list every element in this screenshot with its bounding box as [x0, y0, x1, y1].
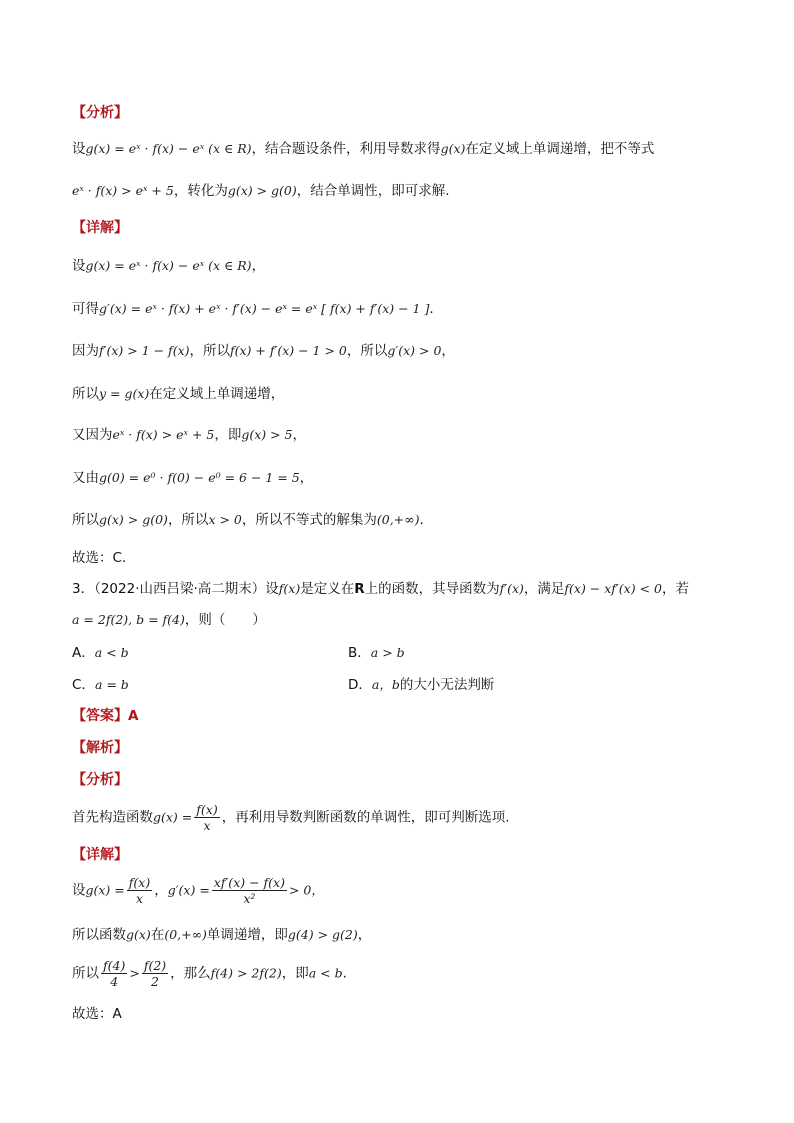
math-expression: g(x) > g(0) [99, 512, 168, 527]
text: 又由 [72, 470, 99, 486]
text: ， [292, 427, 307, 443]
math-expression: f(x) + f′(x) − 1 > 0 [230, 343, 347, 358]
text: 所以 [72, 386, 99, 402]
option-label: D． [348, 677, 372, 693]
math-expression: g(0) = e⁰ · f(0) − e⁰ = 6 − 1 = 5 [99, 470, 300, 485]
fraction [212, 875, 287, 906]
math-expression: g(x) = [85, 882, 125, 898]
text: ，若 [661, 581, 689, 597]
math-expression: f(x) [278, 581, 301, 596]
text: ，所以 [167, 512, 209, 528]
text: 所以 [72, 512, 99, 528]
math-expression: > 0， [288, 882, 324, 898]
text: 在定义域上单调递增，把不等式 [465, 141, 655, 157]
fraction [127, 875, 152, 906]
numerator: f(2) [143, 958, 167, 973]
analysis-heading: 【分析】 [72, 105, 128, 121]
detail-heading: 【详解】 [72, 220, 128, 236]
denominator: 4 [110, 974, 119, 989]
detail-line-6 [72, 468, 313, 488]
text: R [354, 581, 365, 597]
detail-line-4 [72, 384, 284, 404]
math-expression: g(x) > 5 [241, 427, 293, 442]
text: 因为 [72, 343, 99, 359]
text: 的大小无法判断 [399, 677, 495, 693]
text: 设 [72, 141, 86, 157]
option-label: B． [348, 645, 371, 661]
text: . [429, 301, 434, 317]
question-3-stem-2 [72, 610, 266, 630]
text: ，即 [214, 427, 242, 443]
math-expression: a < b [308, 965, 343, 981]
math-expression: g′(x) > 0 [387, 343, 442, 358]
answer-heading: 【答案】 [72, 708, 128, 724]
math-expression: a > b [370, 645, 405, 660]
option-c[interactable] [72, 675, 129, 695]
option-label: C． [72, 677, 95, 693]
text: 又因为 [72, 427, 113, 443]
math-expression: g(x) [440, 141, 466, 156]
math-expression: y = g(x) [99, 386, 150, 401]
answer-value: A [128, 708, 139, 724]
detail-line-2 [72, 299, 434, 319]
text: . [419, 512, 424, 528]
detail-line-1 [72, 256, 265, 276]
math-expression: a，b [371, 677, 400, 692]
text: . [342, 965, 347, 982]
denominator: x [203, 818, 211, 833]
text: ，所以 [346, 343, 388, 359]
text: 设 [72, 258, 86, 274]
detail-q3-line-3 [72, 958, 347, 989]
numerator: f(x) [128, 875, 151, 890]
text: ， [357, 927, 372, 943]
math-expression: (0,+∞) [376, 512, 420, 527]
denominator: 2 [151, 974, 159, 989]
math-expression: f(x) − xf′(x) < 0 [564, 581, 662, 596]
math-expression: f′(x) [499, 581, 524, 596]
text: 单调递增，即 [206, 927, 288, 943]
text: ，所以不等式的解集为 [241, 512, 377, 528]
jiexi-heading: 【解析】 [72, 740, 128, 756]
text: ，满足 [523, 581, 565, 597]
text: ，所以 [189, 343, 230, 359]
text: ，则（ ） [184, 612, 266, 628]
text: 在定义域上单调递增， [149, 386, 285, 402]
final-answer: 故选：A [72, 1006, 122, 1022]
text: ，即 [281, 965, 309, 982]
math-expression: a = b [94, 677, 129, 692]
detail-heading-2: 【详解】 [72, 847, 128, 863]
analysis-heading-2: 【分析】 [72, 772, 128, 788]
text: ，转化为 [173, 183, 228, 199]
text: 所以 [72, 965, 99, 982]
text: ， [154, 882, 168, 899]
detail-q3-line-1 [72, 875, 324, 906]
answer-row [72, 706, 138, 726]
math-expression: g(x) = eˣ · f(x) − eˣ (x ∈ R) [85, 258, 252, 273]
math-expression: g′(x) = [167, 882, 210, 898]
math-expression: g(x) > g(0) [227, 183, 297, 198]
denominator: x² [243, 891, 256, 906]
detail-line-7 [72, 510, 424, 530]
question-3-stem [72, 579, 689, 599]
fraction [194, 802, 219, 833]
math-expression: > [129, 965, 140, 981]
math-expression: (0,+∞) [164, 927, 207, 942]
detail-q3-line-2 [72, 925, 371, 945]
text: 首先构造函数 [72, 809, 153, 826]
math-expression: g′(x) = eˣ · f(x) + eˣ · f′(x) − eˣ = eˣ [ f(x) + f′(x) − 1 ] [99, 301, 430, 316]
math-expression: f′(x) > 1 − f(x) [99, 343, 190, 358]
fraction [142, 958, 168, 989]
math-expression: eˣ · f(x) > eˣ + 5 [112, 427, 215, 442]
text: ， [251, 258, 266, 274]
denominator: x [135, 891, 144, 906]
analysis-line-2 [72, 181, 450, 201]
detail-line-3 [72, 341, 455, 361]
math-expression: eˣ · f(x) > eˣ + 5 [72, 183, 174, 198]
math-expression: g(4) > g(2) [287, 927, 358, 942]
numerator: f(x) [196, 802, 218, 817]
math-expression: a = 2f(2), b = f(4) [72, 612, 185, 627]
answer-line: 故选：C. [72, 550, 127, 566]
math-expression: f(4) > 2f(2) [210, 965, 282, 981]
option-a[interactable] [72, 643, 129, 663]
numerator: xf′(x) − f(x) [213, 875, 285, 890]
math-expression: g(x) = [153, 809, 193, 825]
text: 在 [150, 927, 165, 943]
text: 设 [72, 882, 86, 899]
text: 3．（2022·山西吕梁·高二期末）设 [72, 581, 279, 597]
text: ，结合单调性，即可求解. [296, 183, 450, 199]
text: 上的函数，其导函数为 [364, 581, 500, 597]
text: ， [441, 343, 455, 359]
analysis-line-q3 [72, 802, 510, 833]
math-expression: x > 0 [208, 512, 242, 527]
math-expression: g(x) [126, 927, 151, 942]
text: ，那么 [170, 965, 211, 982]
text: ，结合题设条件，利用导数求得 [251, 141, 441, 157]
analysis-line-1 [72, 139, 654, 159]
text: 所以函数 [72, 927, 126, 943]
math-expression: a < b [94, 645, 129, 660]
text: ，再利用导数判断函数的单调性，即可判断选项. [221, 809, 510, 826]
text: 可得 [72, 301, 99, 317]
detail-line-5 [72, 425, 306, 445]
fraction [101, 958, 127, 989]
math-expression: g(x) = eˣ · f(x) − eˣ (x ∈ R) [85, 141, 252, 156]
text: 是定义在 [300, 581, 355, 597]
numerator: f(4) [103, 958, 126, 973]
text: ， [299, 470, 314, 486]
option-d[interactable] [348, 675, 494, 695]
option-b[interactable] [348, 643, 405, 663]
option-label: A． [72, 645, 95, 661]
